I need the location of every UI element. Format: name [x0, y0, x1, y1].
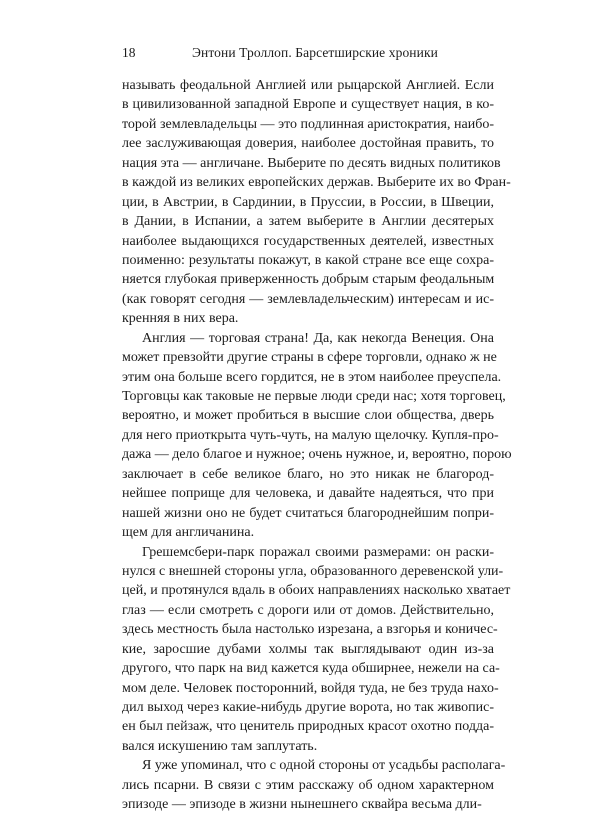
text-line: нация эта — англичане. Выберите по десять видных политиков	[122, 155, 501, 171]
paragraph	[122, 329, 512, 543]
text-line: торой землевладельцы — это подлинная аристократия, наибо-	[122, 116, 494, 132]
text-line: щем для англичанина.	[122, 525, 255, 541]
text-line: дил выход через какие-нибудь другие ворота, но так живопис-	[122, 700, 494, 715]
text-line: лись псарни. В связи с этим расскажу об одном характерном	[122, 777, 494, 793]
text-line: другого, что парк на вид кажется куда обширнее, нежели на са-	[122, 661, 500, 677]
text-line: нулся с внешней стороны угла, образованного деревенской ули-	[122, 563, 504, 579]
text-line: глаз — если смотреть с дороги или от домов. Действительно,	[122, 602, 494, 618]
text-line: наиболее выдающихся государственных деятелей, известных	[122, 233, 494, 249]
text-line: цей, и протянулся вдаль в обоих направлениях насколько хватает	[122, 583, 511, 599]
text-line: для него приоткрыта чуть-чуть, на малую щелочку. Купля-про-	[122, 427, 499, 443]
text-line: дажа — дело благое и нужное; очень нужное, и, вероятно, порою	[122, 447, 512, 463]
text-line: в Дании, в Испании, а затем выберите в Англии десятерых	[122, 214, 494, 230]
text-line: лее заслуживающая доверия, наиболее достойная править, то	[122, 136, 494, 152]
text-line: поименно: результаты покажут, в какой стране все еще сохра-	[122, 252, 494, 268]
text-line: в каждой из великих европейских держав. Выберите их во Фран-	[122, 175, 511, 191]
text-line: ции, в Австрии, в Сардинии, в Пруссии, в России, в Швеции,	[122, 194, 494, 210]
body-text	[122, 76, 512, 815]
text-line: мом деле. Человек посторонний, войдя туда, не без труда нахо-	[122, 680, 499, 696]
text-line: ен был пейзаж, что ценитель природных красот охотно подда-	[122, 719, 494, 735]
text-line: кренняя в них вера.	[122, 311, 239, 327]
text-line: называть феодальной Англией или рыцарской Англией. Если	[122, 78, 494, 93]
text-line: кие, заросшие дубами холмы так выглядывают один из-за	[122, 641, 494, 657]
text-line: Торговцы как таковые не первые люди среди нас; хотя торговец,	[122, 389, 506, 404]
text-line: нашей жизни оно не будет считаться благороднейшим попри-	[122, 505, 494, 521]
text-line: (как говорят сегодня — землевладельческим) интересам и ис-	[122, 291, 494, 307]
text-line: в цивилизованной западной Европе и существует нация, в ко-	[122, 97, 494, 113]
text-line: эпизоде — эпизоде в жизни нынешнего сквайра весьма дли-	[122, 797, 482, 813]
paragraph	[122, 756, 506, 814]
text-line: Грешемсбери-парк поражал своими размерами: он раски-	[142, 544, 494, 560]
text-line: няется глубокая приверженность добрым старым феодальным	[122, 272, 495, 288]
text-line: Я уже упоминал, что с одной стороны от усадьбы располага-	[142, 758, 506, 774]
text-line: вероятно, и может пробиться в высшие слои общества, дверь	[122, 408, 494, 424]
text-line: этим она больше всего гордится, не в этом наиболее преуспела.	[122, 369, 502, 385]
paragraph	[122, 76, 511, 329]
running-title: Энтони Троллоп. Барсетширские хроники	[192, 45, 438, 60]
text-line: заключает в себе великое благо, но это никак не благород-	[122, 466, 494, 482]
text-line: вался искушению там заплутать.	[122, 738, 318, 754]
page-header	[122, 44, 482, 62]
text-line: может превзойти другие страны в сфере торговли, однако ж не	[122, 350, 497, 366]
text-line: нейшее поприще для человека, и давайте надеяться, что при	[122, 486, 494, 502]
paragraph	[122, 543, 511, 757]
text-line: здесь местность была настолько изрезана, а взгорья и коничес-	[122, 622, 498, 638]
text-line: Англия — торговая страна! Да, как некогда Венеция. Она	[142, 330, 494, 346]
page-number: 18	[122, 45, 136, 60]
